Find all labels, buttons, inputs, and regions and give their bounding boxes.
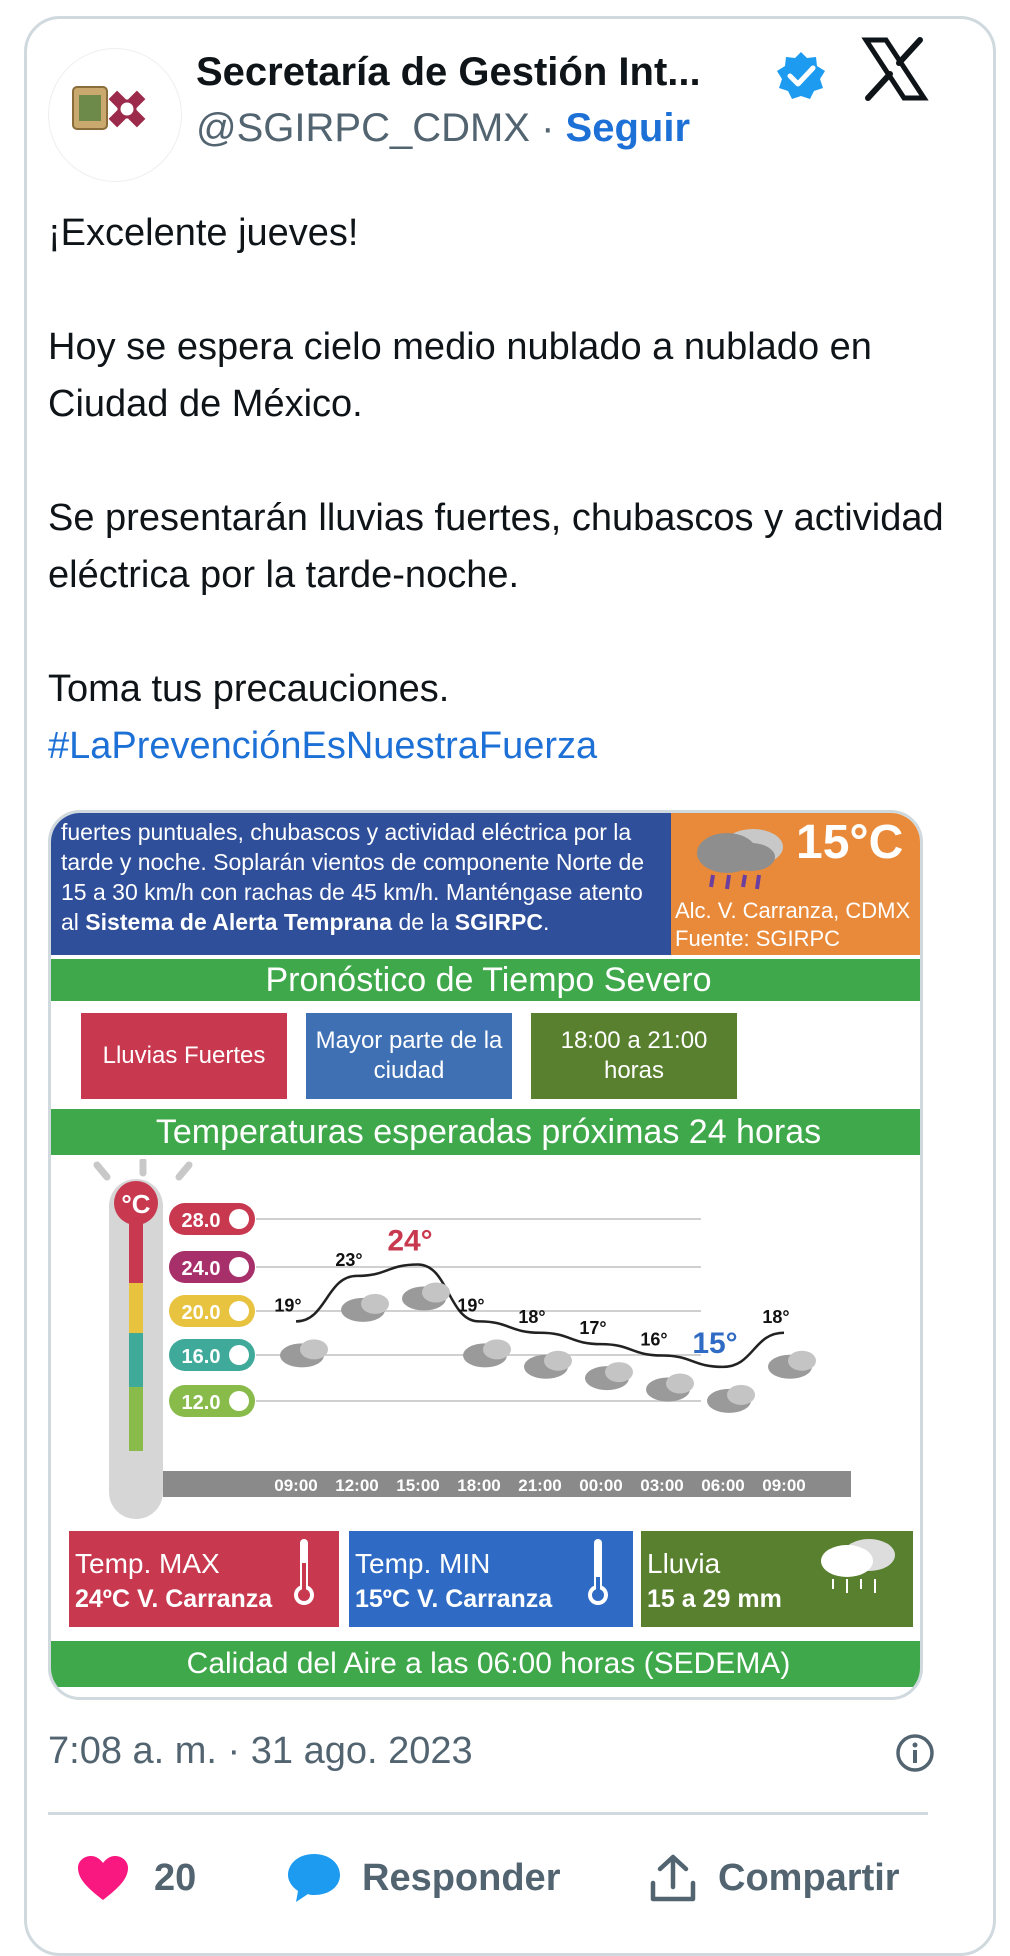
- temp-max-label: Temp. MAX: [75, 1548, 220, 1579]
- scale-dot: [229, 1391, 249, 1411]
- rain-cloud-icon: [813, 1535, 903, 1595]
- tweet-line: Toma tus precauciones.: [48, 668, 450, 710]
- time-label: 15:00: [396, 1476, 440, 1495]
- forecast-text: de la: [392, 909, 455, 935]
- reply-button[interactable]: [286, 1848, 560, 1908]
- weather-icon: [646, 1374, 694, 1402]
- rain-cloud-icon: [683, 819, 793, 895]
- time-label: 06:00: [701, 1476, 745, 1495]
- time-label: 09:00: [762, 1476, 806, 1495]
- weather-icon: [463, 1339, 511, 1367]
- x-logo-icon[interactable]: [860, 34, 930, 104]
- author-handle-row: [196, 106, 690, 151]
- weather-icon: [768, 1351, 816, 1379]
- temp-min-box: [349, 1531, 633, 1627]
- share-icon: [648, 1853, 698, 1903]
- source-label: Fuente: SGIRPC: [675, 926, 841, 951]
- temperature-point-label: 17°: [579, 1318, 607, 1339]
- tweet-timestamp[interactable]: 7:08 a. m. · 31 ago. 2023: [48, 1730, 473, 1772]
- share-button[interactable]: [648, 1848, 900, 1908]
- tweet-media-infographic[interactable]: [48, 810, 923, 1700]
- forecast-text-bold: Sistema de Alerta Temprana: [85, 909, 393, 935]
- weather-icon: [402, 1283, 450, 1311]
- follow-button[interactable]: Seguir: [565, 106, 691, 150]
- chip-area: Mayor parte de la ciudad: [306, 1013, 512, 1099]
- scale-label: 16.0: [181, 1346, 221, 1368]
- temperature-chart: [51, 1159, 923, 1527]
- scale-dot: [229, 1209, 249, 1229]
- tweet-line: Hoy se espera cielo medio nublado a nublado en Ciudad de México.: [48, 326, 872, 425]
- temp-min-value: 15ºC V. Carranza: [355, 1585, 553, 1613]
- scale-label: 28.0: [181, 1210, 221, 1232]
- forecast-text: fuertes puntuales, chubascos y actividad eléctrica por la tarde y noche. Soplarán vientos de componente Norte de 15 a 30 km/h con rachas de 45 km/h. Manténgase atento al: [61, 819, 645, 935]
- air-quality-title: Calidad del Aire a las 06:00 horas (SEDEMA): [51, 1641, 923, 1687]
- weather-icon: [280, 1339, 328, 1367]
- chip-heavy-rain: Lluvias Fuertes: [81, 1013, 287, 1099]
- current-temp-box: [671, 813, 923, 955]
- weather-icon: [585, 1362, 633, 1390]
- like-button[interactable]: [76, 1848, 196, 1908]
- scale-dot: [229, 1345, 249, 1365]
- weather-icon: [341, 1294, 389, 1322]
- heart-icon: [76, 1854, 130, 1902]
- forecast-text: .: [542, 909, 550, 935]
- time-label: 09:00: [274, 1476, 318, 1495]
- share-label: Compartir: [718, 1856, 900, 1899]
- severe-forecast-title: Pronóstico de Tiempo Severo: [51, 959, 923, 1001]
- like-count: 20: [154, 1856, 197, 1899]
- reply-label: Responder: [362, 1856, 561, 1899]
- author-name[interactable]: Secretaría de Gestión Int...: [196, 50, 701, 94]
- temperature-point-label: 23°: [335, 1249, 363, 1270]
- speech-bubble-icon: [286, 1852, 342, 1904]
- separator: ·: [529, 106, 566, 150]
- temp-min-label: Temp. MIN: [355, 1548, 491, 1579]
- temp-max-value: 24ºC V. Carranza: [75, 1585, 273, 1613]
- info-icon[interactable]: [895, 1733, 935, 1773]
- chip-time-range: 18:00 a 21:00 horas: [531, 1013, 737, 1099]
- divider: [48, 1812, 928, 1815]
- temperature-point-label: 24°: [387, 1224, 433, 1258]
- temperature-point-label: 15°: [692, 1326, 738, 1360]
- time-label: 00:00: [579, 1476, 623, 1495]
- rain-label: Lluvia: [647, 1548, 721, 1579]
- scale-label: 24.0: [181, 1258, 221, 1280]
- temperatures-title: Temperaturas esperadas próximas 24 horas: [51, 1109, 923, 1155]
- scale-dot: [229, 1257, 249, 1277]
- temp-max-box: [69, 1531, 339, 1627]
- tweet-line: Se presentarán lluvias fuertes, chubascos y actividad eléctrica por la tarde-noche.: [48, 497, 944, 596]
- rain-box: [641, 1531, 913, 1627]
- avatar[interactable]: [48, 48, 182, 182]
- thermometer-unit: °C: [121, 1189, 151, 1219]
- time-label: 18:00: [457, 1476, 501, 1495]
- time-label: 21:00: [518, 1476, 562, 1495]
- verified-badge-icon: [775, 50, 827, 102]
- tweet-line: ¡Excelente jueves!: [48, 212, 359, 254]
- thermometer-hot-icon: [291, 1537, 317, 1607]
- thermometer-cold-icon: [585, 1537, 611, 1607]
- temperature-point-label: 19°: [274, 1295, 302, 1316]
- forecast-text-bold: SGIRPC: [454, 909, 543, 935]
- rain-value: 15 a 29 mm: [647, 1585, 782, 1613]
- time-label: 03:00: [640, 1476, 684, 1495]
- location-label: Alc. V. Carranza, CDMX: [675, 898, 911, 923]
- temperature-point-label: 16°: [640, 1329, 668, 1350]
- time-label: 12:00: [335, 1476, 379, 1495]
- scale-label: 12.0: [181, 1392, 221, 1414]
- scale-label: 20.0: [181, 1302, 221, 1324]
- temperature-point-label: 18°: [762, 1306, 790, 1327]
- hashtag-link[interactable]: #LaPrevenciónEsNuestraFuerza: [48, 725, 598, 767]
- weather-icon: [707, 1385, 755, 1413]
- current-temperature: 15°C: [796, 816, 904, 869]
- scale-dot: [229, 1301, 249, 1321]
- temperature-point-label: 19°: [457, 1295, 485, 1316]
- author-handle[interactable]: @SGIRPC_CDMX: [196, 106, 530, 150]
- temperature-point-label: 18°: [518, 1306, 546, 1327]
- forecast-description: [51, 813, 671, 955]
- tweet-text: [48, 205, 968, 775]
